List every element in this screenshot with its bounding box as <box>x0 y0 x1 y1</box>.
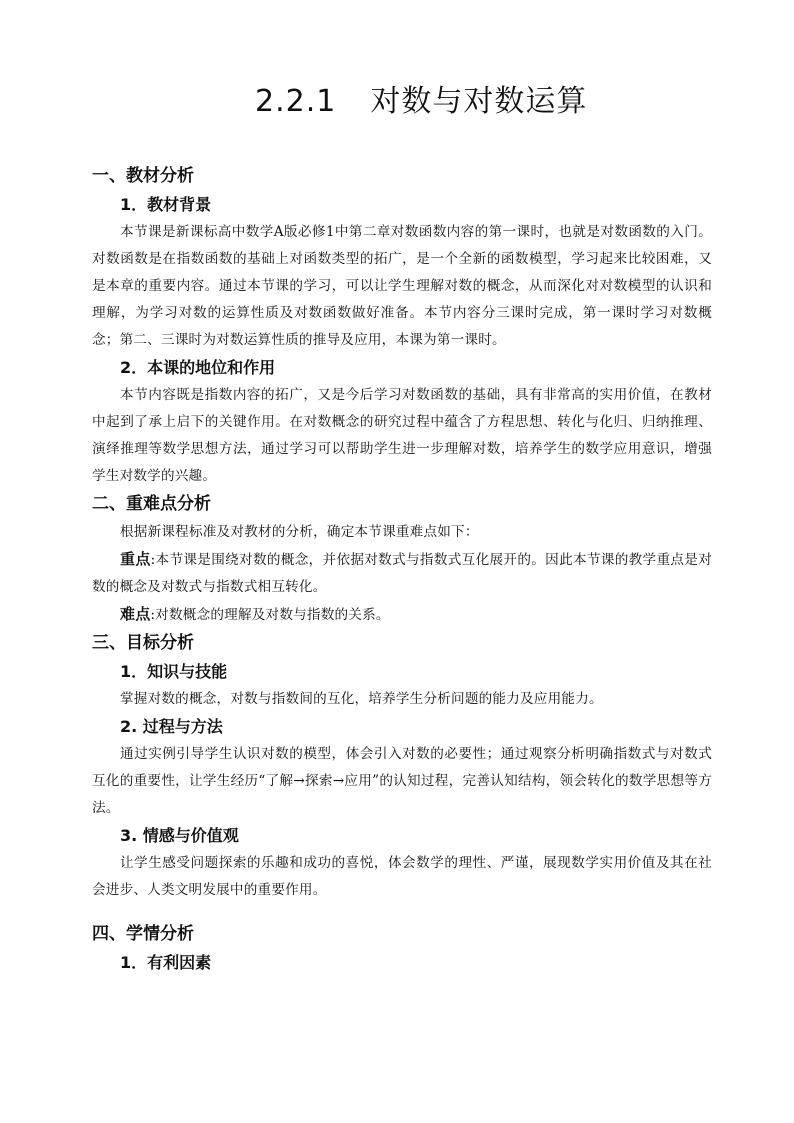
document-title <box>255 80 655 124</box>
paragraph-emotion-values: 让学生感受问题探索的乐趣和成功的喜悦，体会数学的理性、严谨，展现数学实用价值及其在社会进步、人类文明发展中的重要作用。 <box>92 855 712 898</box>
paragraph-knowledge-skills: 掌握对数的概念，对数与指数间的互化，培养学生分析问题的能力及应用能力。 <box>120 691 603 707</box>
subheading-lesson-role: 2．本课的地位和作用 <box>120 358 276 377</box>
subheading-knowledge-skills: 1．知识与技能 <box>120 662 228 681</box>
paragraph-process-methods: 通过实例引导学生认识对数的模型，体会引入对数的必要性；通过观察分析明确指数式与对数式互化的重要性，让学生经历“了解→探索→应用”的认知过程，完善认知结构，领会转化的数学思想等方法。 <box>92 746 712 816</box>
section-heading-textbook-analysis: 一、教材分析 <box>92 166 194 186</box>
section-heading-objectives: 三、目标分析 <box>92 633 194 653</box>
subheading-emotion-values: 3. 情感与价值观 <box>120 826 239 845</box>
subheading-favorable-factors: 1．有利因素 <box>120 953 212 972</box>
paragraph-key-point <box>92 546 712 601</box>
section-heading-student-analysis: 四、学情分析 <box>92 924 194 944</box>
paragraph-key-points-intro: 根据新课程标准及对教材的分析，确定本节课重难点如下： <box>120 524 479 540</box>
difficult-point-label: 难点 <box>120 605 151 623</box>
paragraph-textbook-background: 本节课是新课标高中数学A版必修1中第二章对数函数内容的第一课时，也就是对数函数的入门。对数函数是在指数函数的基础上对函数类型的拓广，是一个全新的函数模型，学习起来比较困难，又是本章的重要内容。通过本节课的学习，可以让学生理解对数的概念，从而深化对对数模型的认识和理解，为学习对数的运算性质及对数函数做好准备。本节内容分三课时完成，第一课时学习对数概念；第二、三课时为对数运算性质的推导及应用，本课为第一课时。 <box>92 224 712 348</box>
subheading-textbook-background: 1．教材背景 <box>120 195 212 214</box>
key-point-text: :本节课是围绕对数的概念，并依据对数式与指数式互化展开的。因此本节课的教学重点是对数的概念及对数式与指数式相互转化。 <box>92 552 713 595</box>
subheading-process-methods: 2. 过程与方法 <box>120 717 223 736</box>
document-body <box>92 162 712 977</box>
paragraph-difficult-point <box>92 601 712 629</box>
title-text: 对数与对数运算 <box>370 84 588 119</box>
difficult-point-text: :对数概念的理解及对数与指数的关系。 <box>150 607 390 623</box>
key-point-label: 重点 <box>120 550 151 568</box>
title-number: 2.2.1 <box>255 84 337 119</box>
paragraph-lesson-role: 本节内容既是指数内容的拓广，又是今后学习对数函数的基础，具有非常高的实用价值，在教材中起到了承上启下的关键作用。在对数概念的研究过程中蕴含了方程思想、转化与化归、归纳推理、演绎推理等数学思想方法，通过学习可以帮助学生进一步理解对数，培养学生的数学应用意识，增强学生对数学的兴趣。 <box>92 387 712 484</box>
section-gap <box>92 904 712 920</box>
section-heading-key-difficult-points: 二、重难点分析 <box>92 494 211 514</box>
